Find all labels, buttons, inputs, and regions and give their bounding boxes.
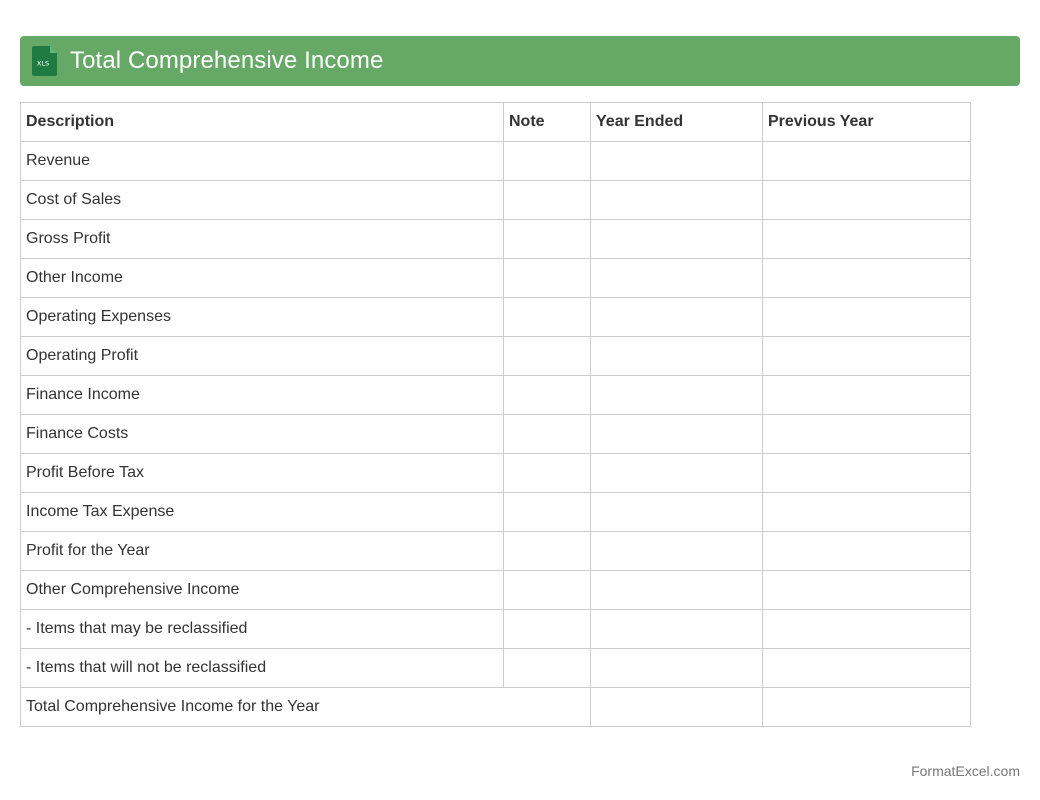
- total-year-ended-cell[interactable]: [591, 688, 763, 727]
- description-cell[interactable]: Operating Expenses: [21, 298, 504, 337]
- year-ended-cell[interactable]: [591, 532, 763, 571]
- column-header-note: Note: [504, 103, 591, 142]
- previous-year-cell[interactable]: [763, 142, 971, 181]
- table-row: [21, 415, 971, 454]
- table-row: [21, 649, 971, 688]
- table-row: [21, 337, 971, 376]
- description-cell[interactable]: - Items that may be reclassified: [21, 610, 504, 649]
- description-cell[interactable]: Other Income: [21, 259, 504, 298]
- total-previous-year-cell[interactable]: [763, 688, 971, 727]
- previous-year-cell[interactable]: [763, 571, 971, 610]
- previous-year-cell[interactable]: [763, 415, 971, 454]
- year-ended-cell[interactable]: [591, 220, 763, 259]
- previous-year-cell[interactable]: [763, 532, 971, 571]
- previous-year-cell[interactable]: [763, 220, 971, 259]
- table-row: [21, 571, 971, 610]
- previous-year-cell[interactable]: [763, 298, 971, 337]
- year-ended-cell[interactable]: [591, 376, 763, 415]
- note-cell[interactable]: [504, 376, 591, 415]
- note-cell[interactable]: [504, 454, 591, 493]
- description-cell[interactable]: Finance Income: [21, 376, 504, 415]
- year-ended-cell[interactable]: [591, 298, 763, 337]
- previous-year-cell[interactable]: [763, 610, 971, 649]
- note-cell[interactable]: [504, 493, 591, 532]
- year-ended-cell[interactable]: [591, 610, 763, 649]
- year-ended-cell[interactable]: [591, 649, 763, 688]
- table-row: [21, 142, 971, 181]
- previous-year-cell[interactable]: [763, 376, 971, 415]
- excel-file-icon: [31, 45, 59, 77]
- income-statement-table: [20, 102, 971, 727]
- page-header: [20, 36, 1020, 86]
- description-cell[interactable]: Profit Before Tax: [21, 454, 504, 493]
- table-row: [21, 376, 971, 415]
- note-cell[interactable]: [504, 142, 591, 181]
- description-cell[interactable]: Income Tax Expense: [21, 493, 504, 532]
- note-cell[interactable]: [504, 259, 591, 298]
- note-cell[interactable]: [504, 649, 591, 688]
- note-cell[interactable]: [504, 220, 591, 259]
- description-cell[interactable]: Revenue: [21, 142, 504, 181]
- year-ended-cell[interactable]: [591, 181, 763, 220]
- description-cell[interactable]: Operating Profit: [21, 337, 504, 376]
- page-title: Total Comprehensive Income: [70, 47, 384, 74]
- year-ended-cell[interactable]: [591, 142, 763, 181]
- table-row: [21, 454, 971, 493]
- note-cell[interactable]: [504, 337, 591, 376]
- column-header-previous-year: Previous Year: [763, 103, 971, 142]
- description-cell[interactable]: Cost of Sales: [21, 181, 504, 220]
- year-ended-cell[interactable]: [591, 337, 763, 376]
- table-row: [21, 220, 971, 259]
- table-header-row: [21, 103, 971, 142]
- previous-year-cell[interactable]: [763, 649, 971, 688]
- table-row: [21, 298, 971, 337]
- table-row: [21, 181, 971, 220]
- table-row: [21, 610, 971, 649]
- note-cell[interactable]: [504, 571, 591, 610]
- excel-file-icon-label: XLS: [36, 59, 50, 68]
- table-row: [21, 493, 971, 532]
- year-ended-cell[interactable]: [591, 493, 763, 532]
- note-cell[interactable]: [504, 532, 591, 571]
- previous-year-cell[interactable]: [763, 337, 971, 376]
- footer-brand: FormatExcel.com: [911, 763, 1020, 779]
- total-row: [21, 688, 971, 727]
- year-ended-cell[interactable]: [591, 571, 763, 610]
- previous-year-cell[interactable]: [763, 181, 971, 220]
- previous-year-cell[interactable]: [763, 259, 971, 298]
- table-row: [21, 532, 971, 571]
- previous-year-cell[interactable]: [763, 454, 971, 493]
- table-row: [21, 259, 971, 298]
- year-ended-cell[interactable]: [591, 415, 763, 454]
- description-cell[interactable]: Gross Profit: [21, 220, 504, 259]
- previous-year-cell[interactable]: [763, 493, 971, 532]
- year-ended-cell[interactable]: [591, 454, 763, 493]
- column-header-description: Description: [21, 103, 504, 142]
- total-description-cell[interactable]: Total Comprehensive Income for the Year: [21, 688, 591, 727]
- description-cell[interactable]: Finance Costs: [21, 415, 504, 454]
- note-cell[interactable]: [504, 181, 591, 220]
- description-cell[interactable]: - Items that will not be reclassified: [21, 649, 504, 688]
- description-cell[interactable]: Other Comprehensive Income: [21, 571, 504, 610]
- year-ended-cell[interactable]: [591, 259, 763, 298]
- note-cell[interactable]: [504, 610, 591, 649]
- note-cell[interactable]: [504, 415, 591, 454]
- description-cell[interactable]: Profit for the Year: [21, 532, 504, 571]
- column-header-year-ended: Year Ended: [591, 103, 763, 142]
- note-cell[interactable]: [504, 298, 591, 337]
